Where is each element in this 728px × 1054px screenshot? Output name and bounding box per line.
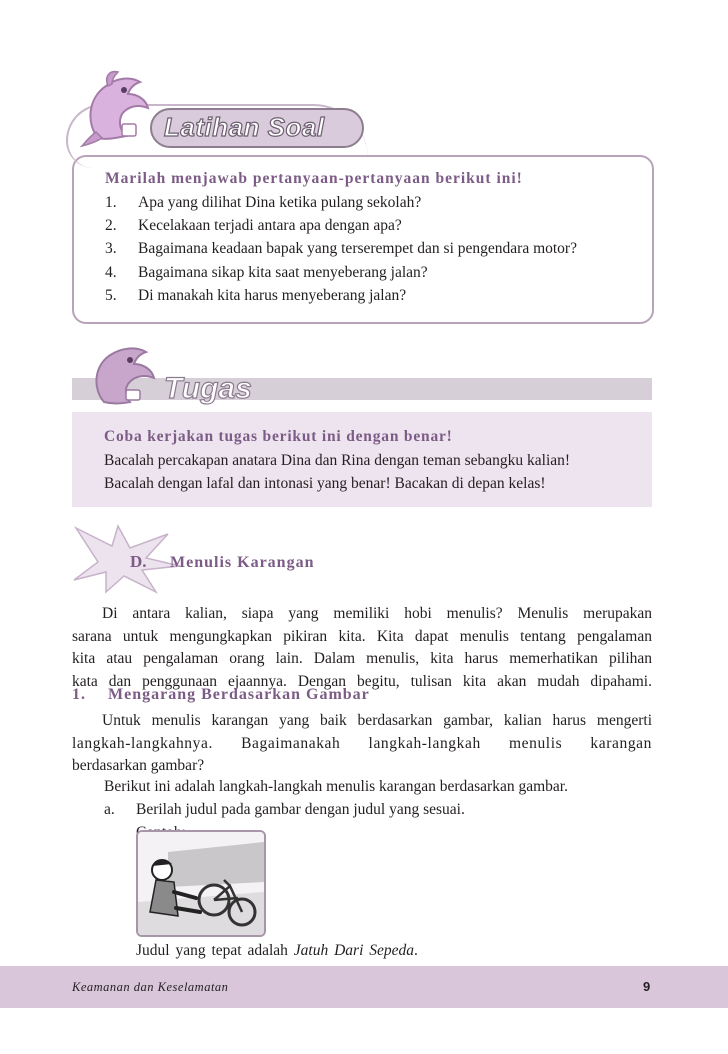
subsection-title: Mengarang Berdasarkan Gambar <box>108 686 370 703</box>
question-text: Di manakah kita harus menyeberang jalan? <box>138 287 407 304</box>
paragraph-line: sarana untuk mengungkapkan pikiran kita. Kita dapat menulis tentang pengalaman <box>72 627 652 645</box>
section-title: Menulis Karangan <box>170 554 315 571</box>
steps-intro: Berikut ini adalah langkah-langkah menulis karangan berdasarkan gambar. <box>104 778 568 795</box>
question-number: 5. <box>105 287 117 304</box>
page-number: 9 <box>643 979 651 994</box>
paragraph-line: kata dan penggunaan ejaannya. Dengan begitu, tulisan kita akan mudah dipahami. <box>72 672 652 690</box>
question-item <box>105 240 577 258</box>
tugas-line: Bacalah percakapan anatara Dina dan Rina dengan teman sebangku kalian! <box>104 452 571 469</box>
fallen-from-bicycle-illustration <box>138 832 264 935</box>
question-number: 1. <box>105 194 117 211</box>
subsection-number: 1. <box>72 686 86 703</box>
dolphin-mascot-icon <box>86 340 160 410</box>
footer-book-title: Keamanan dan Keselamatan <box>72 980 229 994</box>
judul-title: Jatuh Dari Sepeda <box>293 942 415 959</box>
question-number: 2. <box>105 217 117 234</box>
step-a-label: a. <box>104 801 115 818</box>
question-number: 4. <box>105 264 117 281</box>
tugas-line: Bacalah dengan lafal dan intonasi yang benar! Bacakan di depan kelas! <box>104 475 546 492</box>
judul-sentence <box>136 942 418 960</box>
section-letter: D. <box>130 552 147 571</box>
question-text: Bagaimana keadaan bapak yang terserempet dan si pengendara motor? <box>138 240 577 257</box>
question-text: Bagaimana sikap kita saat menyeberang jalan? <box>138 264 428 281</box>
judul-prefix: Judul yang tepat adalah <box>136 942 294 959</box>
question-number: 3. <box>105 240 117 257</box>
dolphin-mascot-icon <box>78 68 154 148</box>
starburst-icon <box>72 524 182 594</box>
question-item <box>105 217 402 235</box>
latihan-soal-title: Latihan Soal <box>164 112 325 142</box>
section-d-paragraph <box>72 603 652 693</box>
judul-suffix: . <box>414 942 418 959</box>
question-text: Apa yang dilihat Dina ketika pulang sekolah? <box>138 194 422 211</box>
latihan-soal-title-banner <box>150 108 364 148</box>
step-a-text: Berilah judul pada gambar dengan judul yang sesuai. <box>136 801 465 818</box>
latihan-soal-intro: Marilah menjawab pertanyaan-pertanyaan berikut ini! <box>105 170 523 187</box>
tugas-intro: Coba kerjakan tugas berikut ini dengan benar! <box>104 428 453 445</box>
paragraph-line: Untuk menulis karangan yang baik berdasarkan gambar, kalian harus mengerti <box>102 712 652 729</box>
tugas-title: Tugas <box>164 372 252 405</box>
question-item <box>105 194 421 212</box>
paragraph-line: Di antara kalian, siapa yang memiliki hobi menulis? Menulis merupakan <box>102 605 652 622</box>
question-item <box>105 264 428 282</box>
paragraph-line: berdasarkan gambar? <box>72 757 205 774</box>
question-item <box>105 287 406 305</box>
subsection-paragraph <box>72 710 652 778</box>
subsection-heading <box>72 686 370 704</box>
question-text: Kecelakaan terjadi antara apa dengan apa? <box>138 217 402 234</box>
paragraph-line: langkah-langkahnya. Bagaimanakah langkah-langkah menulis karangan <box>72 734 652 752</box>
paragraph-line: kita atau pengalaman orang lain. Dalam menulis, kita harus memerhatikan pilihan <box>72 650 652 667</box>
illustration-frame <box>136 830 266 937</box>
